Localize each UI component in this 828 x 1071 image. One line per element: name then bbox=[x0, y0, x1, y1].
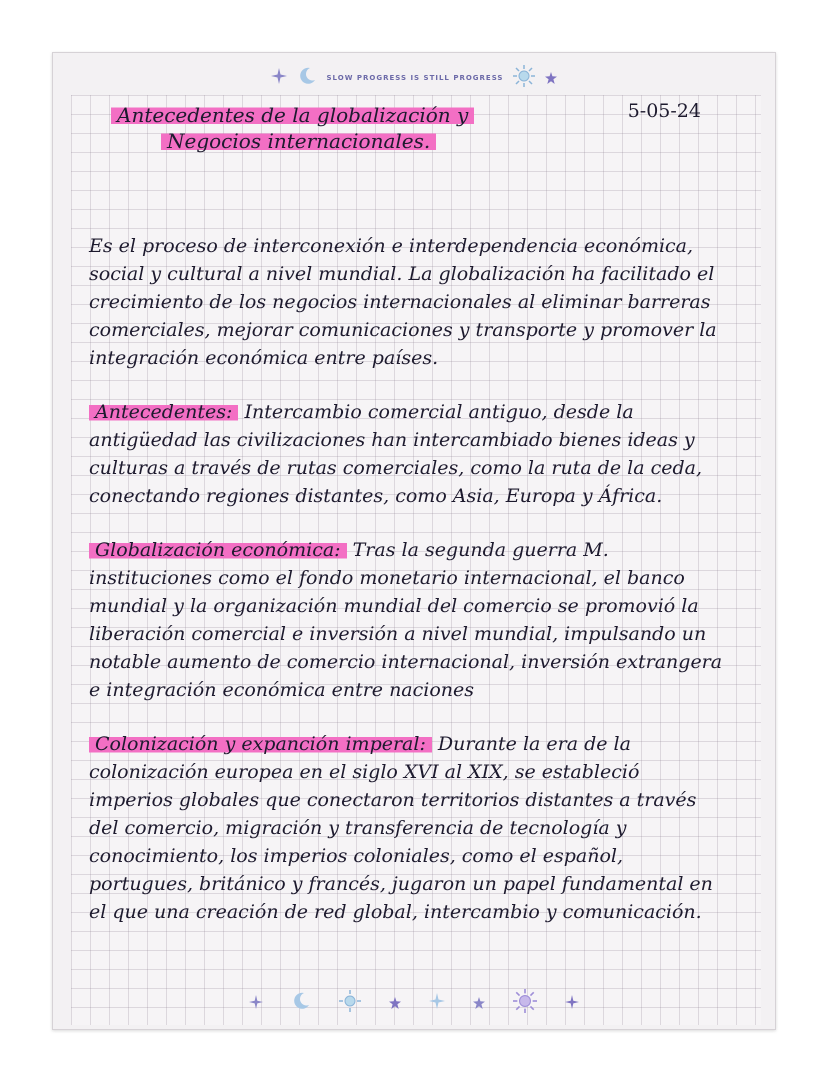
notes-content bbox=[89, 98, 749, 926]
section-globalizacion-economica bbox=[89, 536, 729, 704]
date-text: 5-05-24 bbox=[627, 100, 701, 122]
section-body: Tras la segunda guerra M. instituciones como el fondo monetario internacional, el banco mundial y la organización mundial del comercio se promovió la liberación comercial e inversión a nivel mundial, impulsando un notable aumento de comercio internacional, inversión extrangera e integración económica entre naciones bbox=[89, 539, 723, 701]
section-heading: Globalización económica: bbox=[89, 539, 347, 561]
title-line-1: Antecedentes de la globalización y bbox=[111, 103, 474, 127]
section-colonizacion bbox=[89, 730, 729, 926]
moon-icon bbox=[291, 991, 311, 1015]
sun-icon bbox=[339, 990, 361, 1016]
title-line-2: Negocios internacionales. bbox=[161, 129, 436, 153]
section-body: Durante la era de la colonización europea en el siglo XVI al XIX, se estableció imperios globales que conectaron territorios distantes a través del comercio, migración y transferencia de tecnología y conocimiento, los imperios coloniales, como el español, portugues, británico y francés, jugaron un papel fundamental en el que una creación de red global, intercambio y comunicación. bbox=[89, 733, 713, 923]
intro-paragraph: Es el proceso de interconexión e interdependencia económica, social y cultural a nivel mundial. La globalización ha facilitado el crecimiento de los negocios internacionales al eliminar barreras comerciales, mejorar comunicaciones y transporte y promover la integración económica entre países. bbox=[89, 235, 717, 369]
sun-icon bbox=[513, 65, 535, 91]
star-icon bbox=[473, 994, 485, 1013]
sparkle-icon bbox=[249, 994, 263, 1013]
sparkle-icon bbox=[429, 993, 445, 1013]
star-icon bbox=[389, 994, 401, 1013]
section-body: Intercambio comercial antiguo, desde la antigüedad las civilizaciones han intercambiado bienes ideas y culturas a través de rutas comerciales, como la ruta de la ceda, conectando regiones distantes, como Asia, Europa y África. bbox=[89, 401, 702, 507]
section-heading: Colonización y expanción imperal: bbox=[89, 733, 432, 755]
moon-icon bbox=[297, 66, 317, 90]
sparkle-icon bbox=[271, 68, 287, 88]
section-heading: Antecedentes: bbox=[89, 401, 238, 423]
notebook-page bbox=[52, 52, 776, 1030]
motto-text: SLOW PROGRESS IS STILL PROGRESS bbox=[326, 74, 504, 82]
page-header-decoration bbox=[53, 61, 775, 95]
title-block bbox=[89, 98, 749, 162]
page-title bbox=[111, 102, 581, 154]
star-icon bbox=[545, 69, 557, 88]
sparkle-icon bbox=[565, 994, 579, 1013]
section-antecedentes bbox=[89, 398, 729, 510]
page-footer-decoration bbox=[53, 983, 775, 1023]
sun-icon bbox=[513, 989, 537, 1017]
